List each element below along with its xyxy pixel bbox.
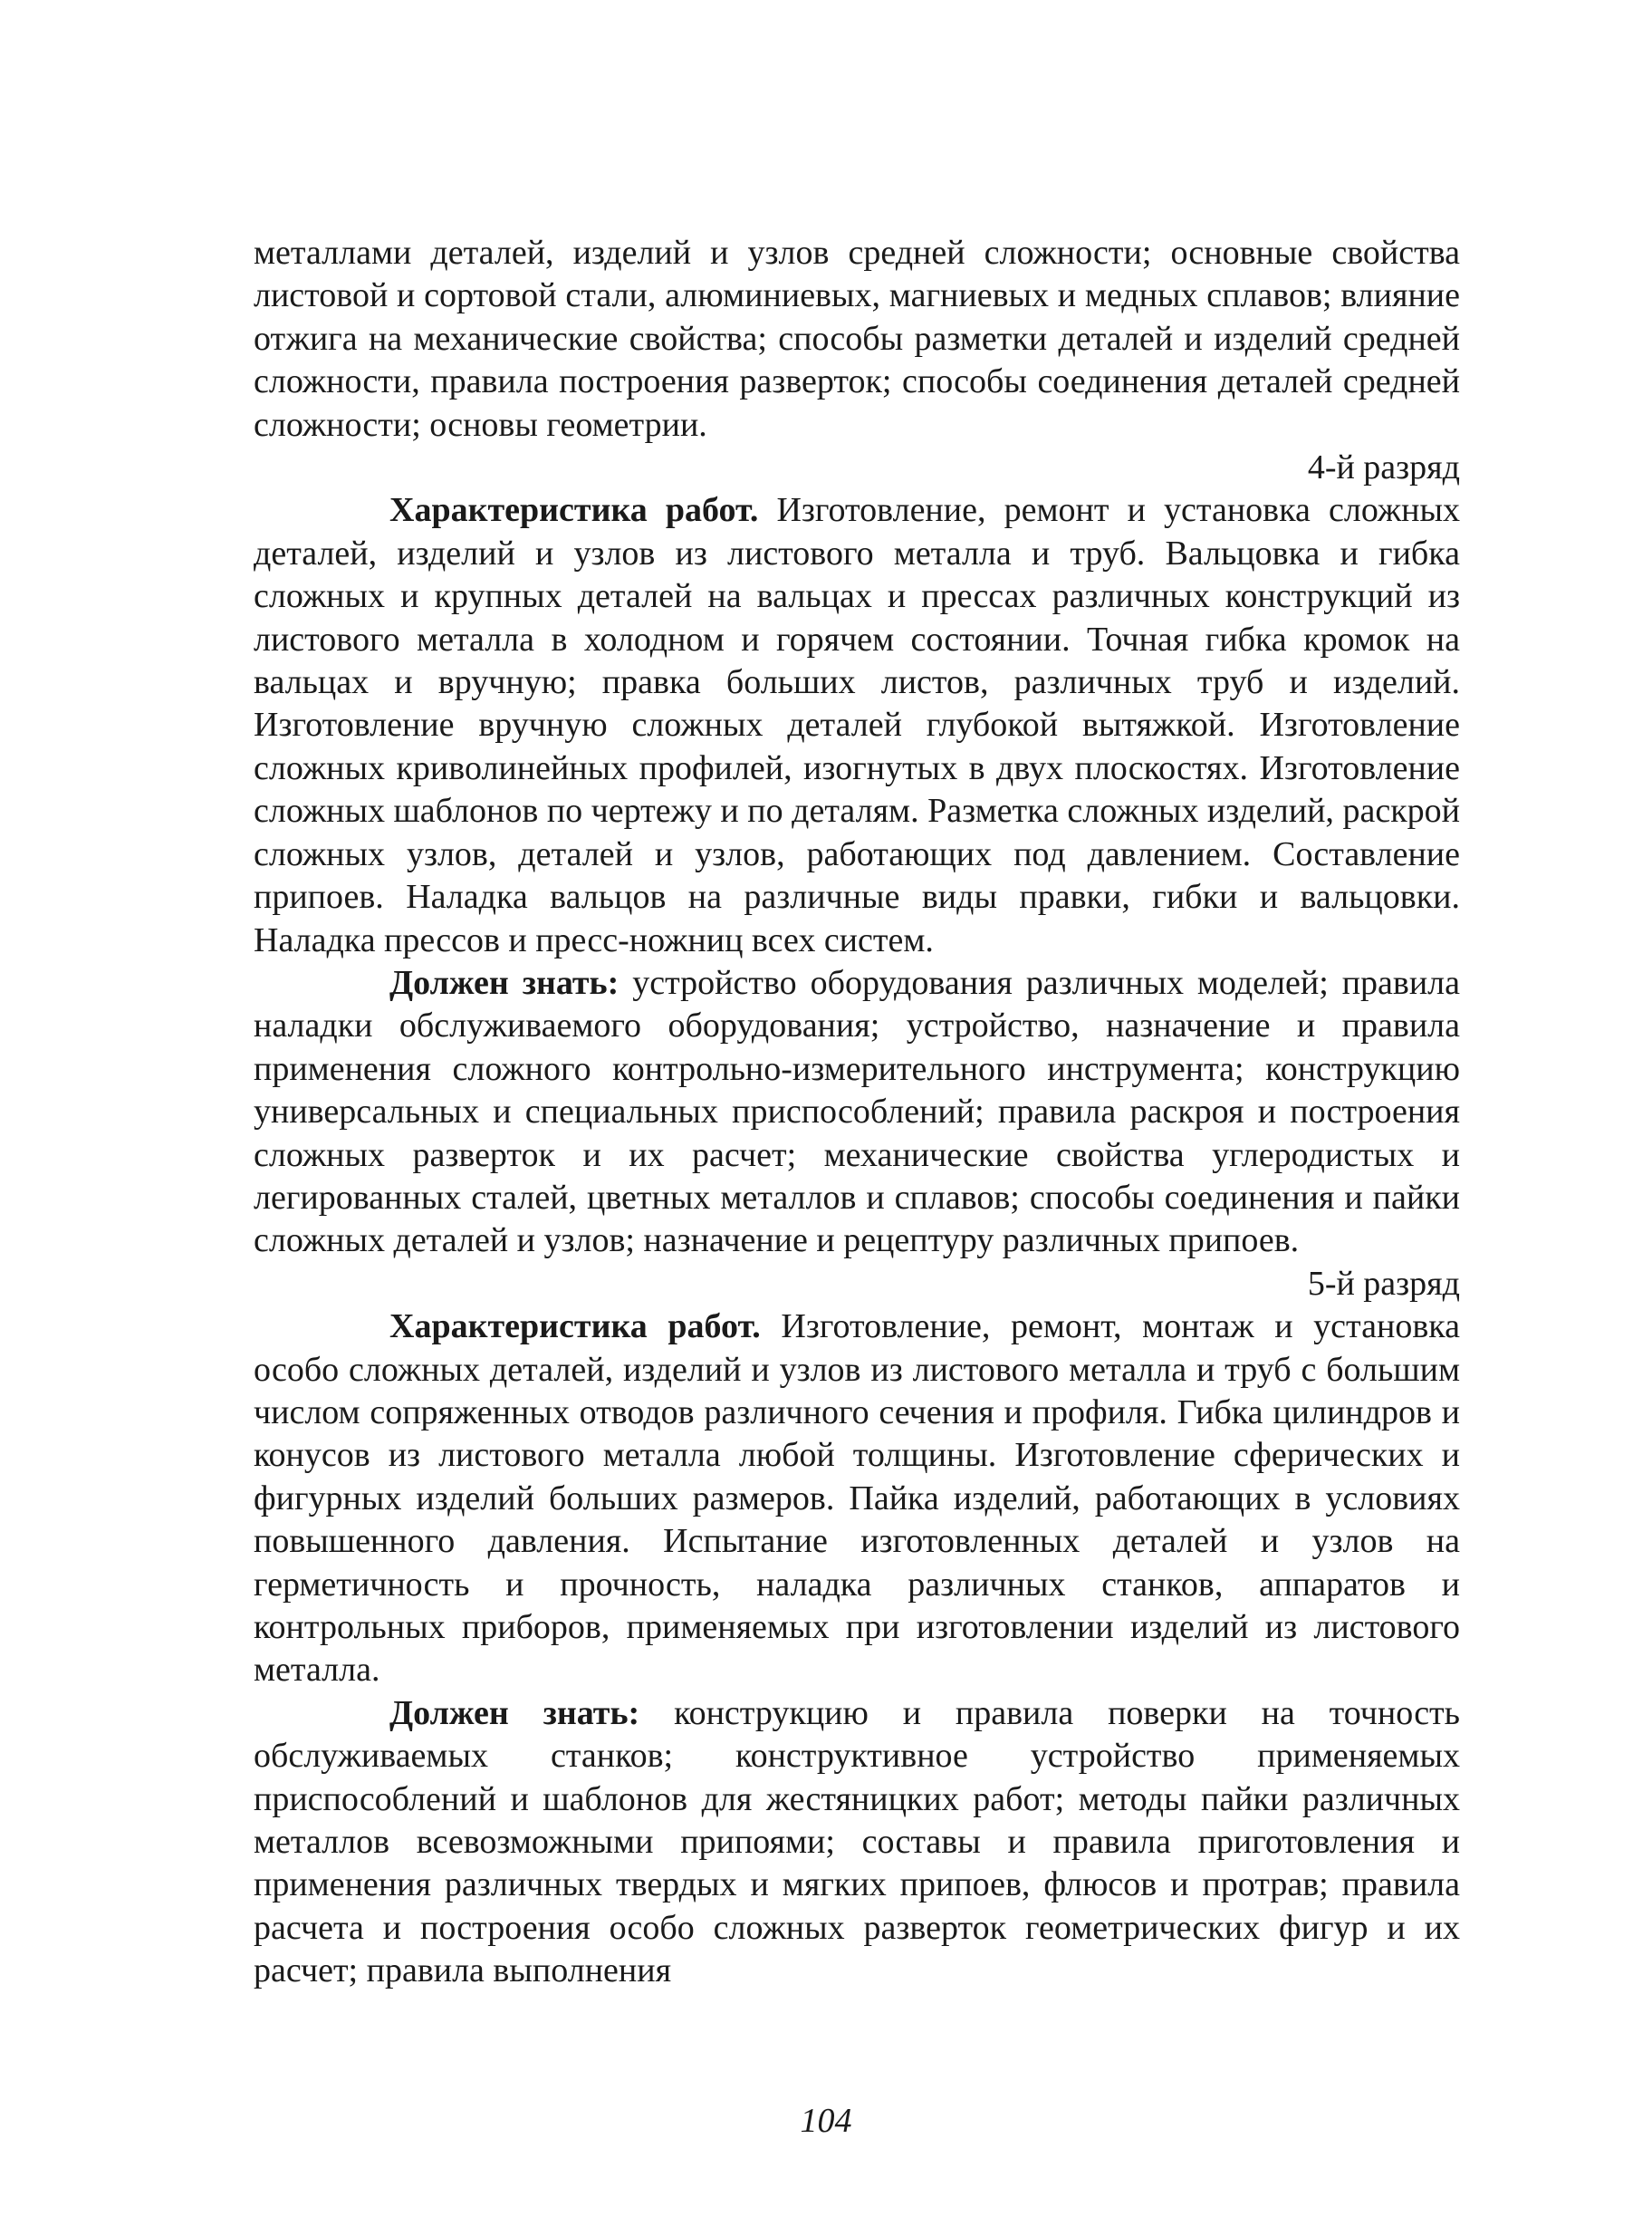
grade-5-work-paragraph	[254, 1305, 1460, 1692]
grade-5-work-text: Изготовление, ремонт, монтаж и установка особо сложных деталей, изделий и узлов из листового металла и труб с большим числом сопряженных отводов различного сечения и профиля. Гибка цилиндров и конусов из листового металла любой толщины. Изготовление сферических и фигурных изделий больших размеров. Пайка изделий, работающих в условиях повышенного давления. Испытание изготовленных деталей и узлов на герметичность и прочность, наладка различных станков, аппаратов и контрольных приборов, применяемых при изготовлении изделий из листового металла.	[254, 1307, 1461, 1690]
grade-5-heading: 5-й разряд	[1307, 1264, 1460, 1303]
grade-4-work-label: Характеристика работ.	[389, 491, 759, 530]
grade-4-work-text: Изготовление, ремонт и установка сложных деталей, изделий и узлов из листового металла и труб. Вальцовка и гибка сложных и крупных деталей на вальцах и прессах различных конструкций из листового металла в холодном и горячем состоянии. Точная гибка кромок на вальцах и вручную; правка больших листов, различных труб и изделий. Изготовление вручную сложных деталей глубокой вытяжкой. Изготовление сложных криволинейных профилей, изогнутых в двух плоскостях. Изготовление сложных шаблонов по чертежу и по деталям. Разметка сложных изделий, раскрой сложных узлов, деталей и узлов, работающих под давлением. Составление припоев. Наладка вальцов на различные виды правки, гибки и вальцовки. Наладка прессов и пресс-ножниц всех систем.	[254, 491, 1460, 959]
document-page	[254, 232, 1460, 1993]
grade-4-work-paragraph	[254, 489, 1460, 961]
grade-4-heading: 4-й разряд	[1307, 448, 1460, 487]
grade-4-knowledge-paragraph	[254, 962, 1460, 1263]
grade-4-knowledge-text: устройство оборудования различных моделей; правила наладки обслуживаемого оборудования; устройство, назначение и правила применения сложного контрольно-измерительного инструмента; конструкцию универсальных и специальных приспособлений; правила раскроя и построения сложных разверток и их расчет; механические свойства углеродистых и легированных сталей, цветных металлов и сплавов; способы соединения и пайки сложных деталей и узлов; назначение и рецептуру различных припоев.	[254, 963, 1460, 1260]
intro-text: металлами деталей, изделий и узлов средней сложности; основные свойства листовой и сортовой стали, алюминиевых, магниевых и медных сплавов; влияние отжига на механические свойства; способы разметки деталей и изделий средней сложности, правила построения разверток; способы соединения деталей средней сложности; основы геометрии.	[254, 234, 1460, 444]
intro-paragraph	[254, 232, 1460, 447]
grade-5-knowledge-paragraph	[254, 1692, 1460, 1993]
grade-5-work-label: Характеристика работ.	[389, 1307, 761, 1346]
grade-5-knowledge-label: Должен знать:	[389, 1693, 640, 1732]
grade-4-knowledge-label: Должен знать:	[389, 963, 620, 1002]
grade-5-knowledge-text: конструкцию и правила поверки на точность обслуживаемых станков; конструктивное устройство применяемых приспособлений и шаблонов для жестяницких работ; методы пайки различных металлов всевозможными припоями; составы и правила приготовления и применения различных твердых и мягких припоев, флюсов и протрав; правила расчета и построения особо сложных разверток геометрических фигур и их расчет; правила выполнения	[254, 1693, 1460, 1990]
page-number: 104	[800, 2102, 852, 2140]
